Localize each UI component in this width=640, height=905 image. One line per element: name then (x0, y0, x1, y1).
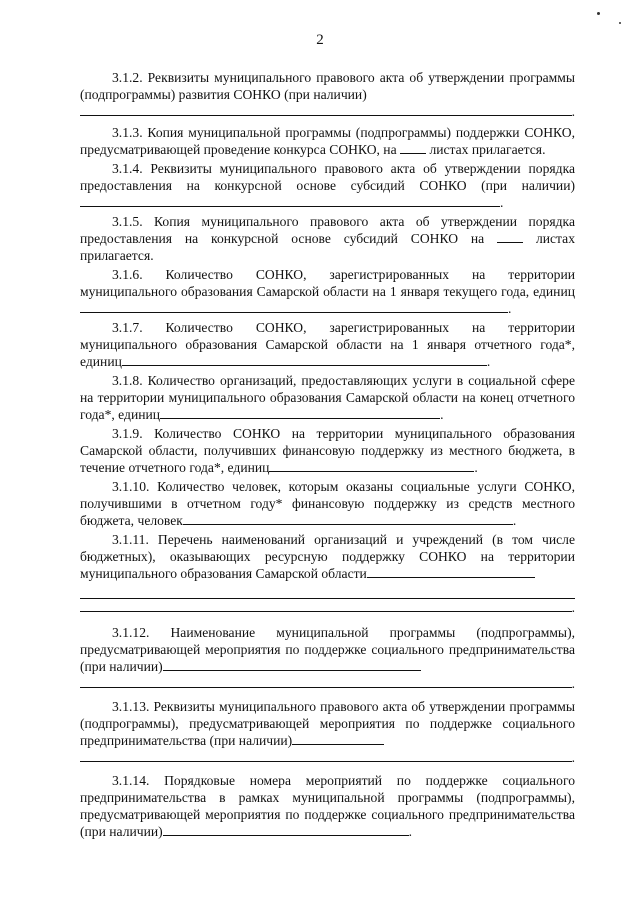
blank-field[interactable] (367, 566, 535, 578)
blank-field[interactable] (160, 407, 440, 419)
blank-field[interactable] (122, 354, 487, 366)
sheets-count-field[interactable] (497, 231, 523, 243)
period: . (440, 407, 444, 422)
blank-field[interactable] (80, 687, 572, 688)
item-3-1-13 (80, 698, 575, 766)
item-3-1-10 (80, 478, 575, 529)
item-text-a: 3.1.7. Количество СОНКО, зарегистрированных на территории муниципального образования Самарской области на 1 января отчетного года*, единиц (80, 320, 575, 369)
item-text (80, 124, 575, 158)
period: . (512, 513, 517, 528)
item-text (80, 772, 575, 840)
page-number: 2 (316, 32, 324, 48)
item-text (80, 624, 575, 675)
item-text (80, 425, 575, 476)
item-text-a: 3.1.4. Реквизиты муниципального правового акта об утверждении порядка предоставления на конкурсной основе субсидий СОНКО (при наличии) (80, 161, 575, 193)
item-3-1-12 (80, 624, 575, 692)
period: . (486, 354, 491, 369)
item-3-1-11 (80, 531, 575, 616)
answer-line (80, 103, 575, 120)
answer-line (80, 675, 575, 692)
period: . (571, 600, 575, 615)
period: . (508, 301, 512, 316)
item-text-a: 3.1.6. Количество СОНКО, зарегистрированных на территории муниципального образования Самарской области на 1 января текущего года, единиц (80, 267, 575, 299)
period: . (408, 824, 413, 839)
item-text-a: 3.1.3. Копия муниципальной программы (подпрограммы) поддержки СОНКО, предусматривающей проведение конкурса СОНКО, на (80, 125, 575, 157)
answer-line (80, 749, 575, 766)
item-text-a: 3.1.12. Наименование муниципальной программы (подпрограммы), предусматривающей мероприятия по поддержке социального предпринимательства (при наличии) (80, 625, 575, 674)
item-3-1-2 (80, 69, 575, 120)
item-text (80, 698, 575, 749)
item-text-a: 3.1.10. Количество человек, которым оказаны социальные услуги СОНКО, получившими в отчетном году* финансовую поддержку из средств местного бюджета, человек (80, 479, 575, 528)
item-text-a: 3.1.14. Порядковые номера мероприятий по поддержке социального предпринимательства в рамках муниципальной программы (подпрограммы), предусматривающей мероприятия по поддержке социального предпринимательства (при наличии) (80, 773, 575, 839)
item-text-b: листах прилагается. (80, 231, 575, 263)
item-text (80, 478, 575, 529)
item-3-1-9 (80, 425, 575, 476)
period: . (474, 460, 478, 475)
item-3-1-14 (80, 772, 575, 840)
item-3-1-8 (80, 372, 575, 423)
blank-field[interactable] (163, 824, 409, 836)
item-3-1-7 (80, 319, 575, 370)
item-text-a: 3.1.9. Количество СОНКО на территории муниципального образования Самарской области, получивших финансовую поддержку из местного бюджета, в течение отчетного года*, единиц (80, 426, 575, 475)
item-text-a: 3.1.11. Перечень наименований организаций и учреждений (в том числе бюджетных), оказывающих ресурсную поддержку СОНКО на территории муниципального образования Самарской области (80, 532, 575, 581)
item-text (80, 213, 575, 264)
period: . (571, 104, 575, 119)
blank-field[interactable] (80, 115, 572, 116)
blank-field[interactable] (80, 611, 572, 612)
item-text (80, 266, 575, 317)
item-text-b: листах прилагается. (429, 142, 546, 157)
item-text (80, 372, 575, 423)
blank-field[interactable] (269, 460, 474, 472)
blank-field[interactable] (80, 761, 572, 762)
item-3-1-6 (80, 266, 575, 317)
period: . (571, 750, 575, 765)
blank-field[interactable] (163, 659, 421, 671)
blank-field[interactable] (292, 733, 384, 745)
item-3-1-3 (80, 124, 575, 158)
item-text-a: 3.1.5. Копия муниципального правового акта об утверждении порядка предоставления на конкурсной основе субсидий СОНКО на (80, 214, 575, 246)
period: . (500, 195, 504, 210)
item-3-1-4 (80, 160, 575, 211)
item-text (80, 160, 575, 211)
scan-speck (597, 12, 600, 15)
item-text (80, 531, 575, 582)
period: . (571, 676, 575, 691)
item-3-1-5 (80, 213, 575, 264)
item-text (80, 319, 575, 370)
answer-line (80, 599, 575, 616)
item-text: 3.1.2. Реквизиты муниципального правового акта об утверждении программы (подпрограммы) развития СОНКО (при наличии) (80, 70, 575, 102)
blank-field[interactable] (80, 195, 500, 207)
item-text-a: 3.1.13. Реквизиты муниципального правового акта об утверждении программы (подпрограммы), предусматривающей мероприятия по поддержке социального предпринимательства (при наличии) (80, 699, 575, 748)
sheets-count-field[interactable] (400, 142, 426, 154)
scan-speck (619, 22, 621, 24)
item-text-a: 3.1.8. Количество организаций, предоставляющих услуги в социальной сфере на территории муниципального образования Самарской области на конец отчетного года*, единиц (80, 373, 575, 422)
form-body (80, 69, 575, 840)
blank-field[interactable] (80, 301, 508, 313)
blank-field[interactable] (183, 513, 513, 525)
